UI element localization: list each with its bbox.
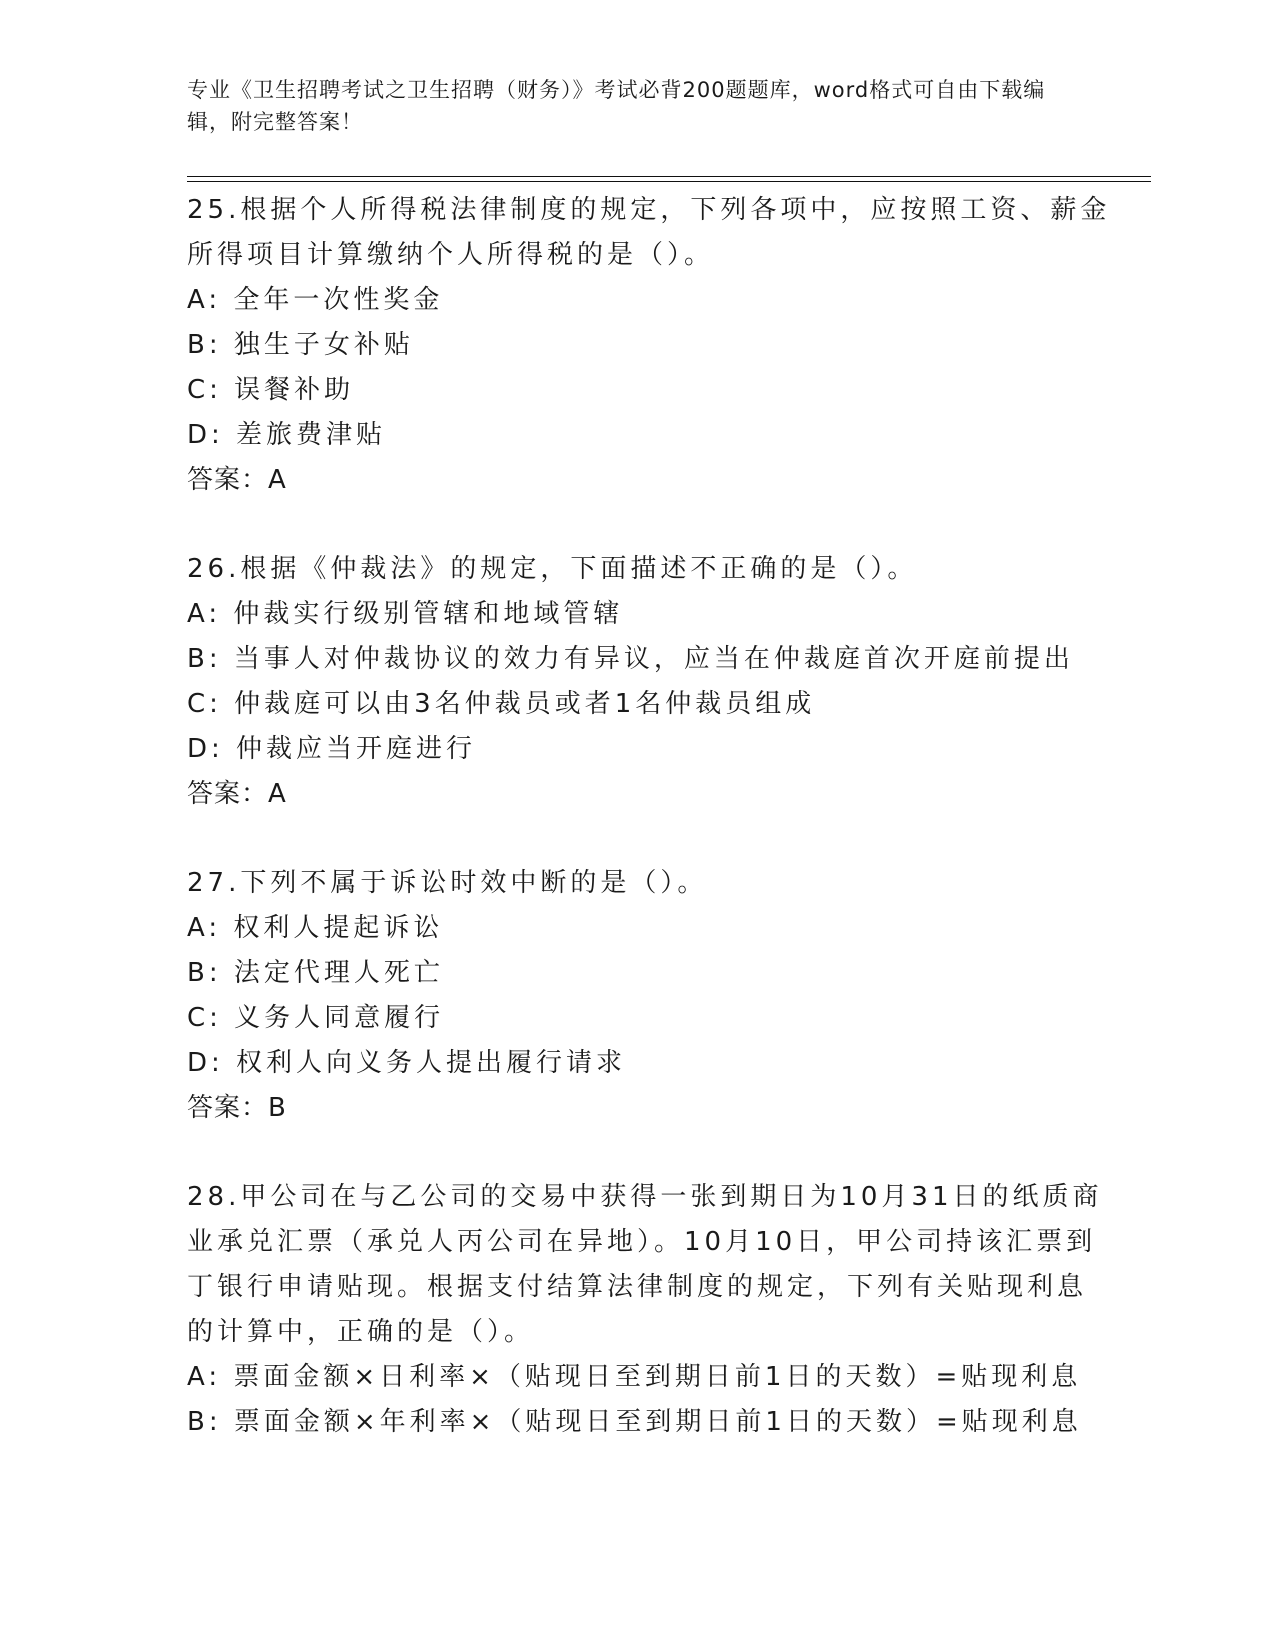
option-b: B: 当事人对仲裁协议的效力有异议，应当在仲裁庭首次开庭前提出 [187,644,1074,674]
option-a: A: 票面金额×日利率×（贴现日至到期日前1日的天数）=贴现利息 [187,1362,1082,1392]
header-divider-bottom [187,181,1151,182]
option-c: C: 误餐补助 [187,375,355,405]
question-text: 28.甲公司在与乙公司的交易中获得一张到期日为10月31日的纸质商 [187,1182,1103,1212]
question-text: 的计算中，正确的是（）。 [187,1317,535,1347]
option-a: A: 权利人提起诉讼 [187,913,444,943]
question-27 [187,861,1087,1131]
option-c: C: 义务人同意履行 [187,1003,445,1033]
answer: 答案：A [187,779,287,809]
question-text: 27.下列不属于诉讼时效中断的是（）。 [187,868,708,898]
question-text: 26.根据《仲裁法》的规定，下面描述不正确的是（）。 [187,554,918,584]
option-a: A: 全年一次性奖金 [187,285,444,315]
question-26 [187,547,1087,817]
option-b: B: 独生子女补贴 [187,330,414,360]
answer: 答案：A [187,465,287,495]
question-28 [187,1175,1103,1445]
question-list [187,188,1111,1489]
document-header: 专业《卫生招聘考试之卫生招聘（财务）》考试必背200题题库，word格式可自由下载编辑，附完整答案！ [187,78,1046,134]
question-25 [187,188,1111,503]
question-text: 所得项目计算缴纳个人所得税的是（）。 [187,240,715,270]
option-d: D: 仲裁应当开庭进行 [187,734,477,764]
header-divider-top [187,176,1151,177]
option-d: D: 差旅费津贴 [187,420,387,450]
question-text: 25.根据个人所得税法律制度的规定，下列各项中，应按照工资、薪金 [187,195,1111,225]
option-b: B: 票面金额×年利率×（贴现日至到期日前1日的天数）=贴现利息 [187,1407,1082,1437]
option-b: B: 法定代理人死亡 [187,958,444,988]
question-text: 业承兑汇票（承兑人丙公司在异地）。10月10日，甲公司持该汇票到 [187,1227,1097,1257]
question-text: 丁银行申请贴现。根据支付结算法律制度的规定，下列有关贴现利息 [187,1272,1088,1302]
option-d: D: 权利人向义务人提出履行请求 [187,1048,627,1078]
answer: 答案：B [187,1093,287,1123]
option-a: A: 仲裁实行级别管辖和地域管辖 [187,599,624,629]
option-c: C: 仲裁庭可以由3名仲裁员或者1名仲裁员组成 [187,689,816,719]
